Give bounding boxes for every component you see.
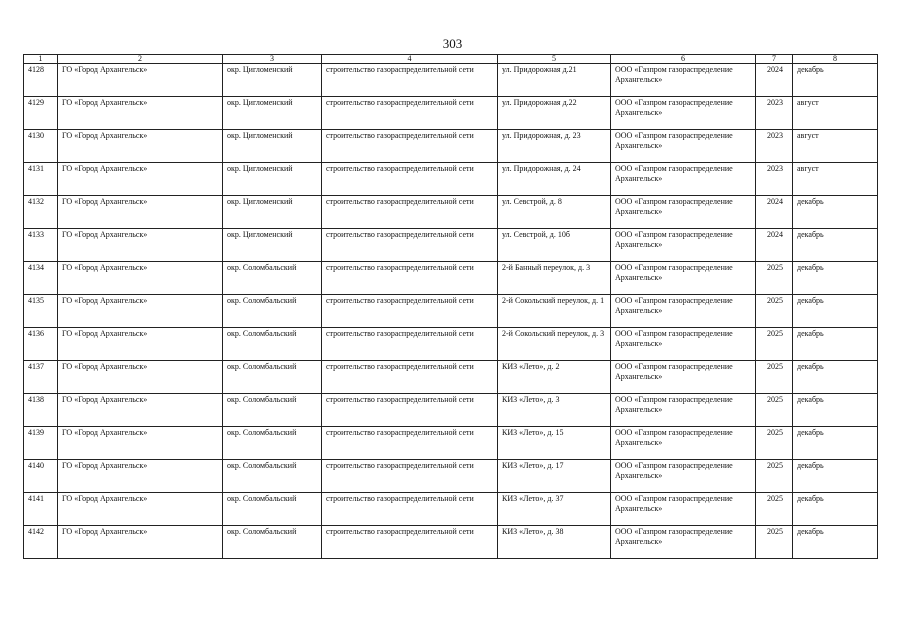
executor-cell: ООО «Газпром газораспределение Архангельск»	[611, 262, 756, 295]
address-cell: ул. Севстрой, д. 10б	[498, 229, 611, 262]
row-number-cell: 4139	[24, 427, 58, 460]
executor-cell: ООО «Газпром газораспределение Архангельск»	[611, 526, 756, 559]
work-type-cell: строительство газораспределительной сети	[322, 196, 498, 229]
year-cell: 2025	[756, 427, 793, 460]
header-cell: 4	[322, 55, 498, 64]
year-cell: 2025	[756, 262, 793, 295]
executor-cell: ООО «Газпром газораспределение Архангельск»	[611, 460, 756, 493]
row-number-cell: 4142	[24, 526, 58, 559]
month-cell: декабрь	[793, 394, 878, 427]
district-cell: окр. Соломбальский	[223, 295, 322, 328]
work-type-cell: строительство газораспределительной сети	[322, 262, 498, 295]
page-number: 303	[442, 36, 463, 51]
table-row	[24, 394, 878, 427]
month-cell: август	[793, 97, 878, 130]
year-cell: 2023	[756, 97, 793, 130]
row-number-cell: 4136	[24, 328, 58, 361]
year-cell: 2025	[756, 394, 793, 427]
year-cell: 2025	[756, 460, 793, 493]
month-cell: декабрь	[793, 493, 878, 526]
address-cell: ул. Придорожная д.21	[498, 64, 611, 97]
row-number-cell: 4130	[24, 130, 58, 163]
municipality-cell: ГО «Город Архангельск»	[58, 493, 223, 526]
address-cell: 2-й Сокольский переулок, д. 1	[498, 295, 611, 328]
district-cell: окр. Цигломенский	[223, 229, 322, 262]
district-cell: окр. Соломбальский	[223, 394, 322, 427]
table-row	[24, 493, 878, 526]
month-cell: декабрь	[793, 262, 878, 295]
row-number-cell: 4138	[24, 394, 58, 427]
row-number-cell: 4135	[24, 295, 58, 328]
document-table	[23, 54, 878, 559]
municipality-cell: ГО «Город Архангельск»	[58, 130, 223, 163]
executor-cell: ООО «Газпром газораспределение Архангельск»	[611, 64, 756, 97]
district-cell: окр. Цигломенский	[223, 130, 322, 163]
work-type-cell: строительство газораспределительной сети	[322, 130, 498, 163]
header-cell: 7	[756, 55, 793, 64]
row-number-cell: 4141	[24, 493, 58, 526]
address-cell: ул. Придорожная, д. 24	[498, 163, 611, 196]
row-number-cell: 4128	[24, 64, 58, 97]
table-row	[24, 64, 878, 97]
work-type-cell: строительство газораспределительной сети	[322, 394, 498, 427]
year-cell: 2025	[756, 295, 793, 328]
table-row	[24, 361, 878, 394]
work-type-cell: строительство газораспределительной сети	[322, 64, 498, 97]
month-cell: август	[793, 130, 878, 163]
month-cell: декабрь	[793, 460, 878, 493]
row-number-cell: 4132	[24, 196, 58, 229]
header-cell: 3	[223, 55, 322, 64]
table-row	[24, 130, 878, 163]
district-cell: окр. Соломбальский	[223, 361, 322, 394]
work-type-cell: строительство газораспределительной сети	[322, 163, 498, 196]
month-cell: декабрь	[793, 328, 878, 361]
municipality-cell: ГО «Город Архангельск»	[58, 196, 223, 229]
work-type-cell: строительство газораспределительной сети	[322, 460, 498, 493]
year-cell: 2025	[756, 328, 793, 361]
address-cell: ул. Придорожная, д. 23	[498, 130, 611, 163]
work-type-cell: строительство газораспределительной сети	[322, 361, 498, 394]
address-cell: КИЗ «Лето», д. 38	[498, 526, 611, 559]
executor-cell: ООО «Газпром газораспределение Архангельск»	[611, 97, 756, 130]
year-cell: 2025	[756, 526, 793, 559]
table-body	[24, 55, 878, 559]
month-cell: декабрь	[793, 196, 878, 229]
address-cell: 2-й Сокольский переулок, д. 3	[498, 328, 611, 361]
district-cell: окр. Соломбальский	[223, 460, 322, 493]
row-number-cell: 4133	[24, 229, 58, 262]
address-cell: КИЗ «Лето», д. 37	[498, 493, 611, 526]
municipality-cell: ГО «Город Архангельск»	[58, 64, 223, 97]
municipality-cell: ГО «Город Архангельск»	[58, 394, 223, 427]
header-cell: 1	[24, 55, 58, 64]
executor-cell: ООО «Газпром газораспределение Архангельск»	[611, 163, 756, 196]
table-row	[24, 460, 878, 493]
month-cell: декабрь	[793, 64, 878, 97]
municipality-cell: ГО «Город Архангельск»	[58, 460, 223, 493]
month-cell: декабрь	[793, 526, 878, 559]
header-cell: 6	[611, 55, 756, 64]
work-type-cell: строительство газораспределительной сети	[322, 97, 498, 130]
municipality-cell: ГО «Город Архангельск»	[58, 328, 223, 361]
work-type-cell: строительство газораспределительной сети	[322, 328, 498, 361]
district-cell: окр. Цигломенский	[223, 64, 322, 97]
table-row	[24, 262, 878, 295]
table-row	[24, 163, 878, 196]
work-type-cell: строительство газораспределительной сети	[322, 295, 498, 328]
executor-cell: ООО «Газпром газораспределение Архангельск»	[611, 130, 756, 163]
month-cell: декабрь	[793, 229, 878, 262]
year-cell: 2024	[756, 64, 793, 97]
municipality-cell: ГО «Город Архангельск»	[58, 97, 223, 130]
table-row	[24, 295, 878, 328]
municipality-cell: ГО «Город Архангельск»	[58, 526, 223, 559]
executor-cell: ООО «Газпром газораспределение Архангельск»	[611, 196, 756, 229]
header-cell: 8	[793, 55, 878, 64]
header-row	[24, 55, 878, 64]
month-cell: декабрь	[793, 427, 878, 460]
table-row	[24, 229, 878, 262]
executor-cell: ООО «Газпром газораспределение Архангельск»	[611, 229, 756, 262]
executor-cell: ООО «Газпром газораспределение Архангельск»	[611, 493, 756, 526]
executor-cell: ООО «Газпром газораспределение Архангельск»	[611, 361, 756, 394]
table-row	[24, 97, 878, 130]
table-row	[24, 427, 878, 460]
row-number-cell: 4140	[24, 460, 58, 493]
work-type-cell: строительство газораспределительной сети	[322, 229, 498, 262]
address-cell: ул. Придорожная д.22	[498, 97, 611, 130]
row-number-cell: 4134	[24, 262, 58, 295]
month-cell: декабрь	[793, 361, 878, 394]
executor-cell: ООО «Газпром газораспределение Архангельск»	[611, 295, 756, 328]
district-cell: окр. Цигломенский	[223, 163, 322, 196]
year-cell: 2025	[756, 493, 793, 526]
header-cell: 2	[58, 55, 223, 64]
month-cell: декабрь	[793, 295, 878, 328]
year-cell: 2025	[756, 361, 793, 394]
municipality-cell: ГО «Город Архангельск»	[58, 295, 223, 328]
district-cell: окр. Соломбальский	[223, 328, 322, 361]
district-cell: окр. Соломбальский	[223, 262, 322, 295]
row-number-cell: 4131	[24, 163, 58, 196]
executor-cell: ООО «Газпром газораспределение Архангельск»	[611, 427, 756, 460]
table-row	[24, 328, 878, 361]
address-cell: КИЗ «Лето», д. 15	[498, 427, 611, 460]
row-number-cell: 4129	[24, 97, 58, 130]
municipality-cell: ГО «Город Архангельск»	[58, 361, 223, 394]
address-cell: 2-й Банный переулок, д. 3	[498, 262, 611, 295]
month-cell: август	[793, 163, 878, 196]
executor-cell: ООО «Газпром газораспределение Архангельск»	[611, 328, 756, 361]
work-type-cell: строительство газораспределительной сети	[322, 526, 498, 559]
header-cell: 5	[498, 55, 611, 64]
work-type-cell: строительство газораспределительной сети	[322, 493, 498, 526]
address-cell: КИЗ «Лето», д. 3	[498, 394, 611, 427]
work-type-cell: строительство газораспределительной сети	[322, 427, 498, 460]
row-number-cell: 4137	[24, 361, 58, 394]
address-cell: КИЗ «Лето», д. 17	[498, 460, 611, 493]
district-cell: окр. Соломбальский	[223, 526, 322, 559]
year-cell: 2024	[756, 229, 793, 262]
address-cell: ул. Севстрой, д. 8	[498, 196, 611, 229]
district-cell: окр. Соломбальский	[223, 493, 322, 526]
municipality-cell: ГО «Город Архангельск»	[58, 427, 223, 460]
municipality-cell: ГО «Город Архангельск»	[58, 262, 223, 295]
year-cell: 2024	[756, 196, 793, 229]
district-cell: окр. Соломбальский	[223, 427, 322, 460]
year-cell: 2023	[756, 163, 793, 196]
address-cell: КИЗ «Лето», д. 2	[498, 361, 611, 394]
district-cell: окр. Цигломенский	[223, 196, 322, 229]
municipality-cell: ГО «Город Архангельск»	[58, 229, 223, 262]
executor-cell: ООО «Газпром газораспределение Архангельск»	[611, 394, 756, 427]
table-row	[24, 196, 878, 229]
table-row	[24, 526, 878, 559]
district-cell: окр. Цигломенский	[223, 97, 322, 130]
year-cell: 2023	[756, 130, 793, 163]
municipality-cell: ГО «Город Архангельск»	[58, 163, 223, 196]
